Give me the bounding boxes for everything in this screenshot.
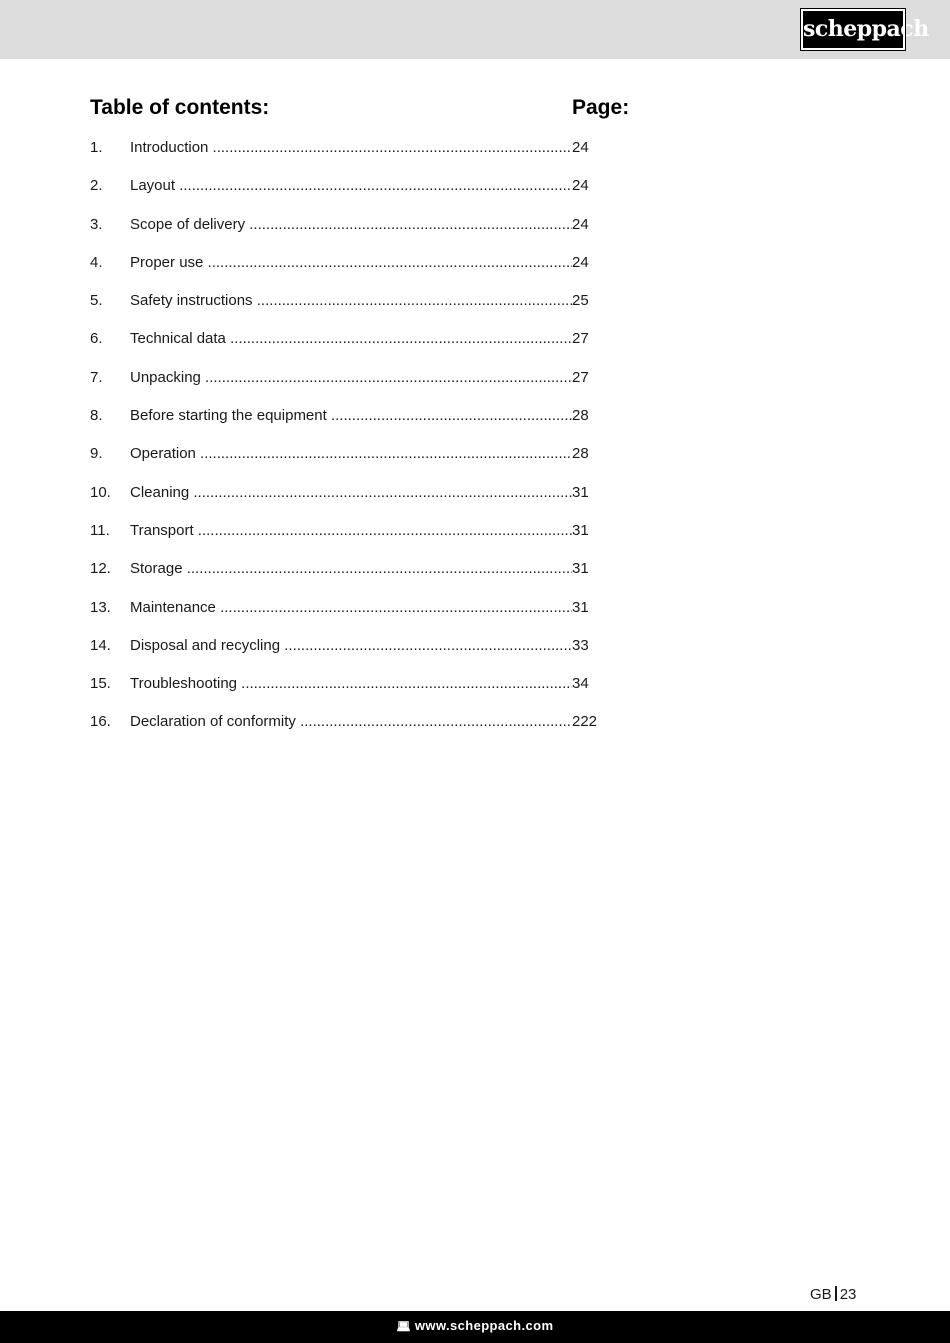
toc-entry-page: 28 xyxy=(572,407,589,425)
toc-entry-title: Operation ..... xyxy=(130,444,572,464)
toc-entry-title: Proper use ..... xyxy=(130,253,572,273)
toc-entry-title: Cleaning ..... xyxy=(130,483,572,503)
computer-icon: 💻︎ xyxy=(396,1321,411,1333)
toc-entry-number: 2. xyxy=(90,177,103,195)
toc-entry-page: 24 xyxy=(572,253,589,271)
toc-entry-title: Transport ..... xyxy=(130,521,572,541)
toc-entry-title: Technical data ..... xyxy=(130,329,572,349)
toc-entry[interactable] xyxy=(90,329,630,367)
toc-entry-number: 7. xyxy=(90,368,103,386)
toc-page-label: Page: xyxy=(572,96,630,119)
toc-entry-title: Storage ..... xyxy=(130,559,572,579)
separator xyxy=(835,1286,837,1301)
scheppach-logo: scheppach xyxy=(801,9,905,50)
toc-entry-title: Layout ..... xyxy=(130,176,572,196)
toc-entry[interactable] xyxy=(90,483,630,521)
toc-entry-page: 24 xyxy=(572,139,589,156)
toc-entry[interactable] xyxy=(90,636,630,674)
toc-entry-page: 27 xyxy=(572,330,589,348)
toc-entry-number: 15. xyxy=(90,675,111,693)
toc-entry[interactable] xyxy=(90,521,630,559)
toc-entry-title: Unpacking ..... xyxy=(130,368,572,388)
toc-entry-title: Declaration of conformity ..... xyxy=(130,712,572,732)
page-number-value: 23 xyxy=(839,1286,857,1303)
toc-entry[interactable] xyxy=(90,712,630,750)
toc-entry-number: 6. xyxy=(90,330,103,348)
toc-entry-page: 34 xyxy=(572,675,589,693)
toc-entry-page: 25 xyxy=(572,292,589,310)
footer-url[interactable] xyxy=(0,1311,950,1343)
toc-entry-number: 3. xyxy=(90,215,103,233)
toc-entry-page: 31 xyxy=(572,560,589,578)
toc-entry-title: Troubleshooting ..... xyxy=(130,674,572,694)
toc-entry-page: 33 xyxy=(572,636,589,654)
language-code: GB xyxy=(810,1286,832,1303)
toc-entry-number: 9. xyxy=(90,445,103,463)
website-link[interactable]: www.scheppach.com xyxy=(414,1318,554,1333)
toc-entry-number: 5. xyxy=(90,292,103,310)
toc-entry[interactable] xyxy=(90,674,630,712)
toc-entry-number: 11. xyxy=(90,521,110,539)
toc-entry[interactable] xyxy=(90,406,630,444)
page-number xyxy=(810,1286,856,1303)
toc-entry-page: 31 xyxy=(572,483,589,501)
toc-entry-page: 31 xyxy=(572,598,589,616)
toc-entry[interactable] xyxy=(90,176,630,214)
toc-entry-number: 10. xyxy=(90,483,111,501)
toc-entry-page: 27 xyxy=(572,368,589,386)
toc-entry-page: 24 xyxy=(572,215,589,233)
toc-entry-number: 4. xyxy=(90,253,103,271)
toc-entry[interactable] xyxy=(90,368,630,406)
header-band xyxy=(0,0,950,59)
toc-entry[interactable] xyxy=(90,598,630,636)
toc-entry-page: 24 xyxy=(572,177,589,195)
toc-entry-title: Introduction ..... xyxy=(130,138,572,158)
toc-entry-page: 28 xyxy=(572,445,589,463)
toc-entry-title: Maintenance ..... xyxy=(130,598,572,618)
toc-entry[interactable] xyxy=(90,291,630,329)
toc-entry-number: 1. xyxy=(90,139,103,156)
toc-entry[interactable] xyxy=(90,215,630,253)
toc-entry-title: Disposal and recycling ..... xyxy=(130,636,572,656)
toc-list xyxy=(90,138,630,751)
toc-entry[interactable] xyxy=(90,138,630,176)
toc-entry[interactable] xyxy=(90,253,630,291)
toc-entry-number: 14. xyxy=(90,636,111,654)
toc-entry-page: 31 xyxy=(572,521,589,539)
toc-entry-number: 13. xyxy=(90,598,111,616)
toc-entry-title: Safety instructions ..... xyxy=(130,291,572,311)
toc-entry-number: 16. xyxy=(90,713,111,731)
toc-entry-title: Before starting the equipment ..... xyxy=(130,406,572,426)
toc-entry-title: Scope of delivery ..... xyxy=(130,215,572,235)
toc-entry-number: 12. xyxy=(90,560,111,578)
footer-bar xyxy=(0,1311,950,1343)
toc-entry[interactable] xyxy=(90,559,630,597)
toc-entry-number: 8. xyxy=(90,407,103,425)
toc-title: Table of contents: xyxy=(90,96,270,119)
toc-entry[interactable] xyxy=(90,444,630,482)
toc-entry-page: 222 xyxy=(572,713,598,731)
